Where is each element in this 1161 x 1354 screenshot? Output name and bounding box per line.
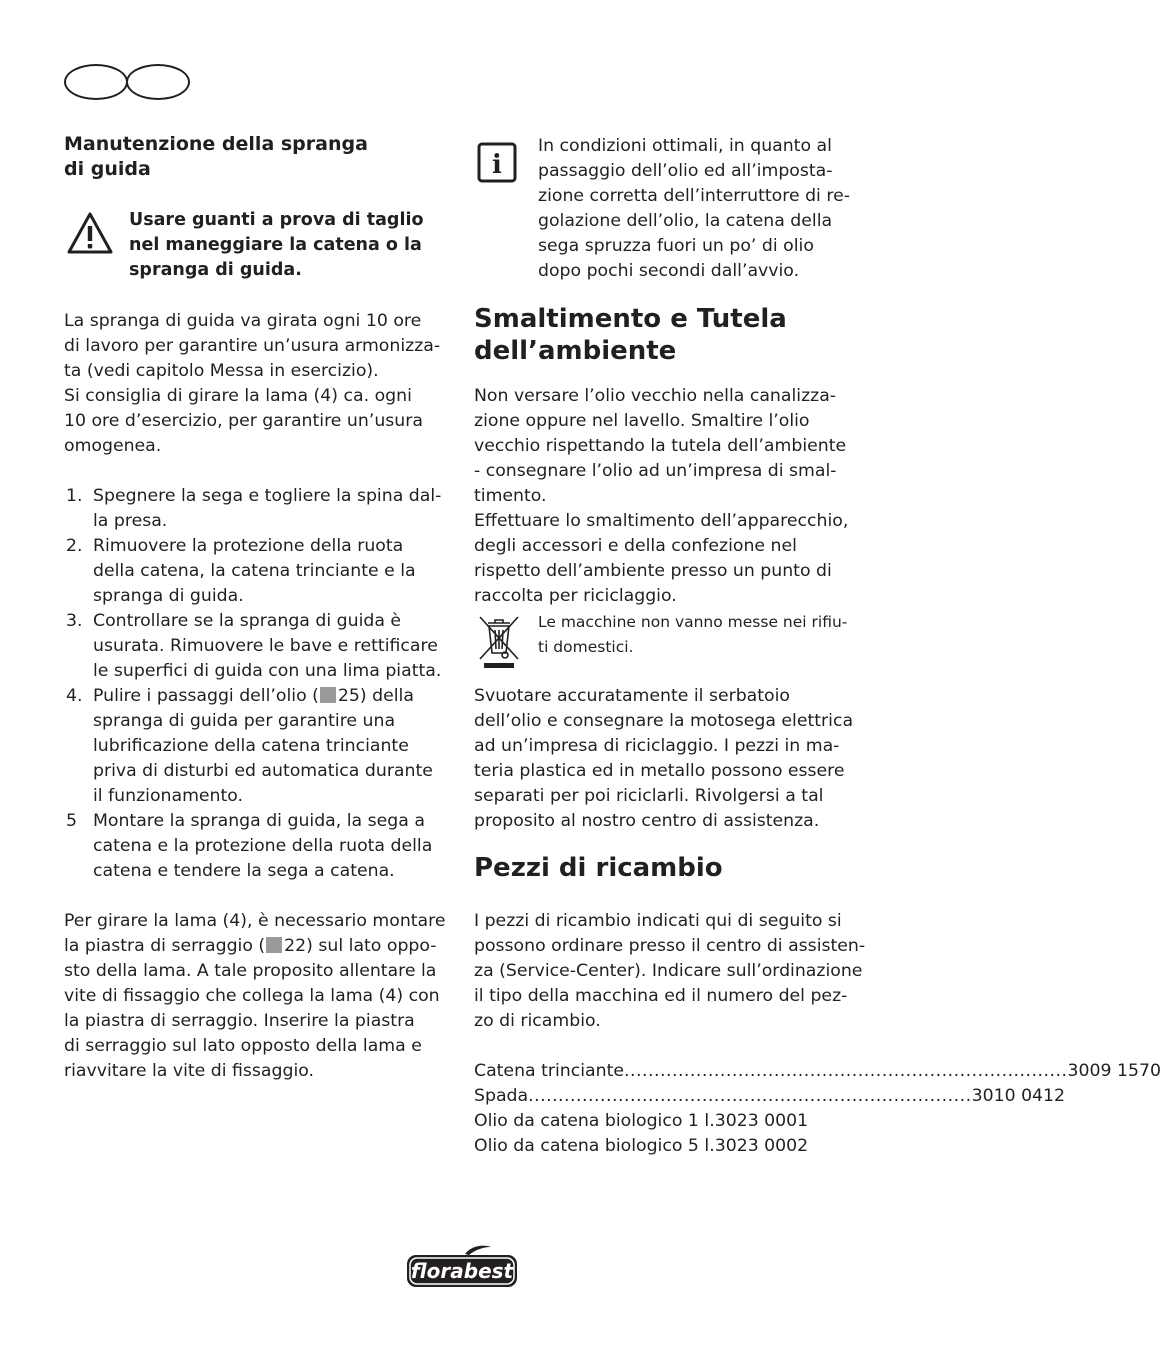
info-icon bbox=[476, 141, 518, 185]
maintenance-paragraph: La spranga di guida va girata ogni 10 ore di lavoro per garantire un’usura armonizza- ta (vedi capitolo Messa in esercizio). Si consiglia di girare la lama (4) ca. ogni 10 ore d’esercizio, per garantire un’usura omogenea. bbox=[64, 311, 441, 456]
language-oval-left bbox=[64, 64, 128, 100]
list-item: Spada .......................................................................... 3010 0412 bbox=[474, 1084, 855, 1109]
language-oval-right bbox=[126, 64, 190, 100]
language-badge bbox=[64, 64, 190, 98]
disposal-paragraph: Non versare l’olio vecchio nella canalizza- zione oppure nel lavello. Smaltire l’olio vecchio rispettando la tutela dell’ambiente - consegnare l’olio ad un’impresa di smal- timento. Effettuare lo smaltimento dell’apparecchio, degli accessori e della confezione nel rispetto dell’ambiente presso un punto di raccolta per riciclaggio. bbox=[474, 386, 849, 606]
list-item: 1. Spegnere la sega e togliere la spina dal- la presa. bbox=[66, 486, 442, 531]
blade-turn-paragraph: Per girare la lama (4), è necessario montare la piastra di serraggio ( 22) sul lato oppo- sto della lama. A tale proposito allentare la vite di fissaggio che collega la lama (4) con la piastra di serraggio. Inserire la piastra di serraggio sul lato opposto della lama e riavvitare la vite di fissaggio. bbox=[64, 911, 446, 1081]
spare-parts-heading: Pezzi di ricambio bbox=[474, 853, 723, 883]
leader-dots: .......................................................................... bbox=[528, 1086, 972, 1106]
maintenance-heading: Manutenzione della spranga di guida bbox=[64, 133, 368, 180]
bin-note: Le macchine non vanno messe nei rifiu- ti domestici. bbox=[538, 613, 848, 656]
spare-parts-intro: I pezzi di ricambio indicati qui di seguito si possono ordinare presso il centro di assisten- za (Service-Center). Indicare sull’ordinazione il tipo della macchina ed il numero del pez- zo di ricambio. bbox=[474, 911, 866, 1031]
list-item: 3. Controllare se la spranga di guida è usurata. Rimuovere le bave e rettificare le superfici di guida con una lima piatta. bbox=[66, 611, 442, 681]
figure-ref-icon bbox=[266, 937, 282, 953]
disposal-heading: Smaltimento e Tutela dell’ambiente bbox=[474, 304, 787, 366]
maintenance-steps bbox=[64, 484, 454, 884]
florabest-logo bbox=[405, 1242, 519, 1290]
info-note: In condizioni ottimali, in quanto al passaggio dell’olio ed all’imposta- zione corretta dell’interruttore di re- golazione dell’olio, la catena della sega spruzza fuori un po’ di olio dopo pochi secondi dall’avvio. bbox=[538, 136, 850, 281]
recycling-paragraph: Svuotare accuratamente il serbatoio dell’olio e consegnare la motosega elettrica ad un’impresa di riciclaggio. I pezzi in ma- teria plastica ed in metallo possono essere separati per poi riciclarli. Rivolgersi a tal proposito al nostro centro di assistenza. bbox=[474, 686, 854, 831]
warning-icon bbox=[66, 211, 114, 255]
list-item: 5 Montare la spranga di guida, la sega a catena e la protezione della ruota della catena e tendere la sega a catena. bbox=[66, 811, 433, 881]
svg-text:florabest: florabest bbox=[410, 1259, 514, 1283]
list-item: 2. Rimuovere la protezione della ruota della catena, la catena trinciante e la spranga di guida. bbox=[66, 536, 416, 606]
list-item: Olio da catena biologico 1 l .3023 0001 bbox=[474, 1111, 809, 1131]
crossed-bin-icon bbox=[476, 613, 522, 669]
figure-ref-icon bbox=[320, 687, 336, 703]
list-item: Olio da catena biologico 5 l .3023 0002 bbox=[474, 1136, 809, 1156]
list-item: 4. Pulire i passaggi dell’olio ( 25) della spranga di guida per garantire una lubrificazione della catena trinciante priva di disturbi ed automatica durante il funzionamento. bbox=[66, 686, 433, 806]
svg-text:i: i bbox=[492, 150, 502, 180]
leader-dots: .......................................................................... bbox=[624, 1061, 1068, 1081]
list-item: Catena trinciante .......................................................................... 3009 1570 bbox=[474, 1059, 855, 1084]
safety-warning: Usare guanti a prova di taglio nel maneggiare la catena o la spranga di guida. bbox=[129, 210, 424, 280]
spare-parts-list bbox=[474, 1059, 1161, 1159]
